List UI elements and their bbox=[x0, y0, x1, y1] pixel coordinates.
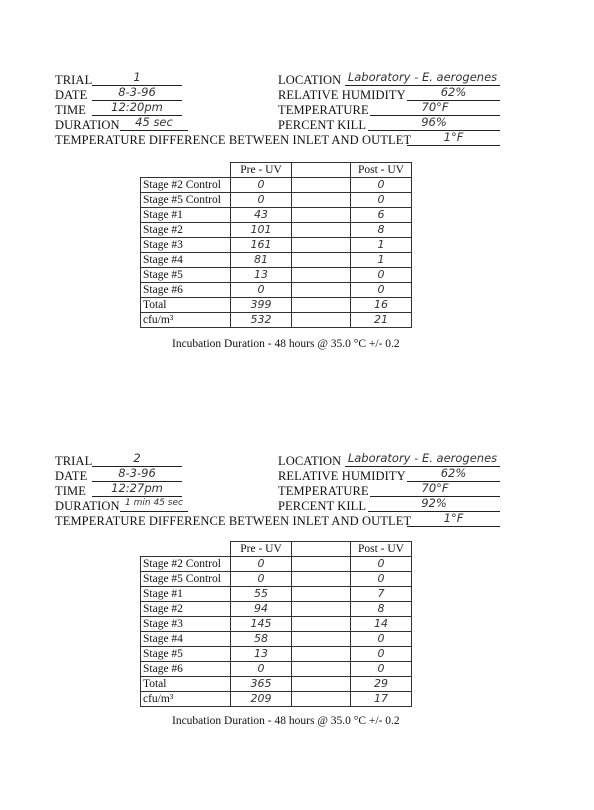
table-row bbox=[141, 208, 412, 223]
duration-label: DURATION bbox=[55, 118, 120, 132]
pre-uv-value: 94 bbox=[231, 602, 292, 617]
pre-uv-value: 399 bbox=[231, 298, 292, 313]
incubation-caption: Incubation Duration - 48 hours @ 35.0 °C +/- 0.2 bbox=[172, 338, 400, 350]
pre-uv-value: 161 bbox=[231, 238, 292, 253]
table-corner bbox=[141, 163, 231, 178]
duration-field: 1 min 45 sec bbox=[120, 497, 188, 512]
humidity-field: 62% bbox=[407, 86, 500, 101]
pre-uv-value: 0 bbox=[231, 178, 292, 193]
results-table bbox=[140, 541, 412, 707]
table-row bbox=[141, 193, 412, 208]
spacer-cell bbox=[292, 647, 351, 662]
stage-name: Stage #3 bbox=[141, 617, 231, 632]
post-uv-value: 0 bbox=[351, 662, 412, 677]
table-row bbox=[141, 557, 412, 572]
stage-name: Stage #2 bbox=[141, 602, 231, 617]
spacer-cell bbox=[292, 587, 351, 602]
stage-name: Stage #1 bbox=[141, 208, 231, 223]
pre-uv-value: 0 bbox=[231, 193, 292, 208]
spacer-cell bbox=[292, 632, 351, 647]
spacer-cell bbox=[292, 238, 351, 253]
post-uv-value: 6 bbox=[351, 208, 412, 223]
post-uv-value: 16 bbox=[351, 298, 412, 313]
post-uv-value: 0 bbox=[351, 557, 412, 572]
results-table bbox=[140, 162, 412, 328]
temperature-field: 70°F bbox=[370, 482, 500, 497]
percent-kill-field: 96% bbox=[368, 116, 500, 131]
spacer-cell bbox=[292, 253, 351, 268]
percent-kill-label: PERCENT KILL bbox=[278, 499, 367, 513]
table-header-row bbox=[141, 163, 412, 178]
stage-name: Stage #6 bbox=[141, 662, 231, 677]
stage-name: Stage #5 bbox=[141, 647, 231, 662]
post-uv-value: 0 bbox=[351, 572, 412, 587]
post-uv-value: 0 bbox=[351, 178, 412, 193]
post-uv-value: 8 bbox=[351, 602, 412, 617]
duration-field: 45 sec bbox=[120, 116, 188, 131]
post-uv-value: 7 bbox=[351, 587, 412, 602]
duration-label: DURATION bbox=[55, 499, 120, 513]
location-field: Laboratory - E. aerogenes bbox=[345, 452, 500, 467]
trial-label: TRIAL bbox=[55, 454, 93, 468]
table-row bbox=[141, 602, 412, 617]
stage-name: cfu/m³ bbox=[141, 692, 231, 707]
spacer-cell bbox=[292, 557, 351, 572]
temp-diff-label: TEMPERATURE DIFFERENCE BETWEEN INLET AND OUTLET bbox=[55, 514, 412, 528]
stage-name: Total bbox=[141, 298, 231, 313]
percent-kill-field: 92% bbox=[368, 497, 500, 512]
spacer-header bbox=[292, 542, 351, 557]
table-row bbox=[141, 283, 412, 298]
spacer-cell bbox=[292, 572, 351, 587]
stage-name: Stage #5 bbox=[141, 268, 231, 283]
temperature-label: TEMPERATURE bbox=[278, 484, 369, 498]
post-uv-value: 17 bbox=[351, 692, 412, 707]
spacer-cell bbox=[292, 283, 351, 298]
location-label: LOCATION bbox=[278, 73, 342, 87]
location-field: Laboratory - E. aerogenes bbox=[345, 71, 500, 86]
post-uv-value: 8 bbox=[351, 223, 412, 238]
table-row bbox=[141, 572, 412, 587]
date-label: DATE bbox=[55, 469, 88, 483]
post-uv-value: 0 bbox=[351, 632, 412, 647]
table-row bbox=[141, 313, 412, 328]
table-corner bbox=[141, 542, 231, 557]
trial-number-field: 2 bbox=[92, 452, 182, 467]
pre-uv-value: 55 bbox=[231, 587, 292, 602]
table-row bbox=[141, 268, 412, 283]
spacer-cell bbox=[292, 178, 351, 193]
pre-uv-value: 145 bbox=[231, 617, 292, 632]
spacer-cell bbox=[292, 223, 351, 238]
trial-1-section bbox=[0, 0, 594, 400]
incubation-caption: Incubation Duration - 48 hours @ 35.0 °C +/- 0.2 bbox=[172, 715, 400, 727]
stage-name: Stage #6 bbox=[141, 283, 231, 298]
spacer-cell bbox=[292, 208, 351, 223]
stage-name: Stage #5 Control bbox=[141, 572, 231, 587]
table-row bbox=[141, 647, 412, 662]
trial-number-field: 1 bbox=[92, 71, 182, 86]
post-uv-value: 1 bbox=[351, 238, 412, 253]
spacer-cell bbox=[292, 677, 351, 692]
spacer-cell bbox=[292, 662, 351, 677]
spacer-header bbox=[292, 163, 351, 178]
pre-uv-value: 81 bbox=[231, 253, 292, 268]
date-field: 8-3-96 bbox=[92, 467, 182, 482]
stage-name: Stage #1 bbox=[141, 587, 231, 602]
pre-uv-value: 209 bbox=[231, 692, 292, 707]
table-row bbox=[141, 238, 412, 253]
stage-name: Stage #4 bbox=[141, 253, 231, 268]
humidity-label: RELATIVE HUMIDITY bbox=[278, 469, 406, 483]
post-uv-value: 29 bbox=[351, 677, 412, 692]
pre-uv-value: 0 bbox=[231, 662, 292, 677]
pre-uv-value: 13 bbox=[231, 647, 292, 662]
stage-name: Stage #2 Control bbox=[141, 557, 231, 572]
spacer-cell bbox=[292, 692, 351, 707]
stage-name: Stage #3 bbox=[141, 238, 231, 253]
temp-diff-label: TEMPERATURE DIFFERENCE BETWEEN INLET AND OUTLET bbox=[55, 133, 412, 147]
spacer-cell bbox=[292, 298, 351, 313]
time-field: 12:20pm bbox=[92, 101, 182, 116]
location-label: LOCATION bbox=[278, 454, 342, 468]
temp-diff-field: 1°F bbox=[407, 512, 500, 527]
pre-uv-value: 58 bbox=[231, 632, 292, 647]
date-field: 8-3-96 bbox=[92, 86, 182, 101]
temp-diff-field: 1°F bbox=[407, 131, 500, 146]
trial-2-section bbox=[0, 381, 594, 781]
pre-uv-value: 43 bbox=[231, 208, 292, 223]
table-row bbox=[141, 662, 412, 677]
temperature-label: TEMPERATURE bbox=[278, 103, 369, 117]
spacer-cell bbox=[292, 602, 351, 617]
spacer-cell bbox=[292, 268, 351, 283]
stage-name: Stage #2 Control bbox=[141, 178, 231, 193]
date-label: DATE bbox=[55, 88, 88, 102]
post-uv-value: 14 bbox=[351, 617, 412, 632]
pre-uv-header: Pre - UV bbox=[231, 542, 292, 557]
pre-uv-value: 13 bbox=[231, 268, 292, 283]
stage-name: Stage #4 bbox=[141, 632, 231, 647]
post-uv-value: 0 bbox=[351, 647, 412, 662]
table-row bbox=[141, 178, 412, 193]
post-uv-value: 0 bbox=[351, 268, 412, 283]
humidity-label: RELATIVE HUMIDITY bbox=[278, 88, 406, 102]
time-label: TIME bbox=[55, 103, 86, 117]
spacer-cell bbox=[292, 617, 351, 632]
table-row bbox=[141, 587, 412, 602]
stage-name: Stage #5 Control bbox=[141, 193, 231, 208]
post-uv-header: Post - UV bbox=[351, 542, 412, 557]
stage-name: Stage #2 bbox=[141, 223, 231, 238]
pre-uv-header: Pre - UV bbox=[231, 163, 292, 178]
pre-uv-value: 532 bbox=[231, 313, 292, 328]
spacer-cell bbox=[292, 313, 351, 328]
post-uv-value: 0 bbox=[351, 193, 412, 208]
trial-label: TRIAL bbox=[55, 73, 93, 87]
post-uv-header: Post - UV bbox=[351, 163, 412, 178]
table-row bbox=[141, 692, 412, 707]
pre-uv-value: 0 bbox=[231, 283, 292, 298]
table-row bbox=[141, 617, 412, 632]
table-row bbox=[141, 298, 412, 313]
pre-uv-value: 0 bbox=[231, 572, 292, 587]
spacer-cell bbox=[292, 193, 351, 208]
temperature-field: 70°F bbox=[370, 101, 500, 116]
table-row bbox=[141, 223, 412, 238]
stage-name: cfu/m³ bbox=[141, 313, 231, 328]
post-uv-value: 1 bbox=[351, 253, 412, 268]
percent-kill-label: PERCENT KILL bbox=[278, 118, 367, 132]
table-row bbox=[141, 253, 412, 268]
humidity-field: 62% bbox=[407, 467, 500, 482]
time-field: 12:27pm bbox=[92, 482, 182, 497]
post-uv-value: 21 bbox=[351, 313, 412, 328]
table-row bbox=[141, 677, 412, 692]
post-uv-value: 0 bbox=[351, 283, 412, 298]
stage-name: Total bbox=[141, 677, 231, 692]
time-label: TIME bbox=[55, 484, 86, 498]
pre-uv-value: 0 bbox=[231, 557, 292, 572]
pre-uv-value: 101 bbox=[231, 223, 292, 238]
table-row bbox=[141, 632, 412, 647]
pre-uv-value: 365 bbox=[231, 677, 292, 692]
table-header-row bbox=[141, 542, 412, 557]
